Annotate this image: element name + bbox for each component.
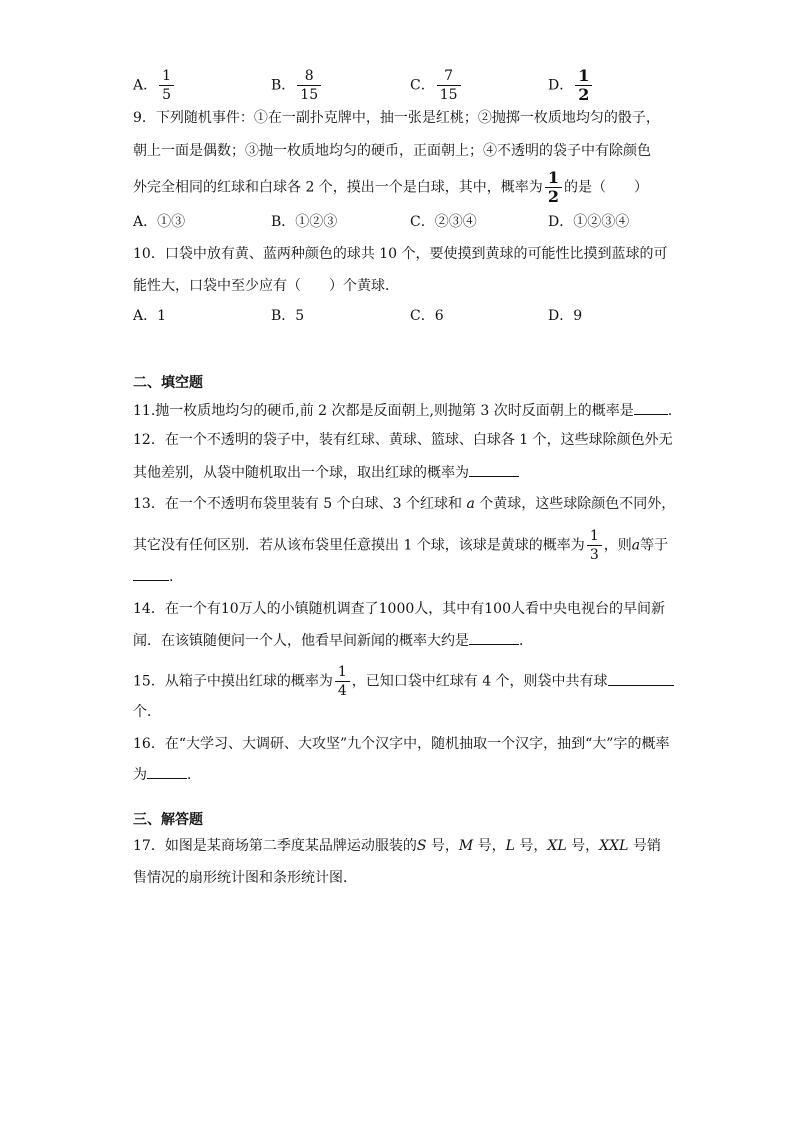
q9-option-c: C．②③④	[410, 214, 477, 230]
fraction: $\frac{7}{15}$	[437, 68, 461, 103]
section-title-fill-in: 二、填空题	[133, 375, 203, 391]
q9-line-1: 9．下列随机事件：①在一副扑克牌中，抽一张是红桃；②抛掷一枚质地均匀的骰子，	[133, 110, 660, 126]
q8-option-d: D． $\frac{1}{2}$	[548, 68, 594, 103]
q10-option-c: C．6	[410, 308, 444, 324]
q11-line: 11.抛一枚质地均匀的硬币,前 2 次都是反面朝上,则抛第 3 次时反面朝上的概率是 .	[133, 400, 672, 421]
answer-blank	[147, 764, 187, 779]
answer-blank	[469, 462, 519, 477]
q16-line-1: 16．在“大学习、大调研、大攻坚”九个汉字中，随机抽取一个汉字，抽到“大”字的概率	[133, 736, 670, 752]
q8-option-c: C． $\frac{7}{15}$	[410, 68, 463, 103]
fraction: $\frac{1}{2}$	[545, 170, 562, 205]
q13-line-3: .	[133, 566, 173, 587]
q17-line-1: 17．如图是某商场第二季度某品牌运动服装的S 号，M 号，L 号，XL 号，XXL 号销	[133, 838, 661, 854]
answer-blank	[133, 566, 169, 581]
section-title-answer: 三、解答题	[133, 812, 203, 828]
q10-option-a: A．1	[133, 308, 167, 324]
fraction: $\frac{1}{2}$	[575, 68, 592, 103]
q15-line-1: 15．从箱子中摸出红球的概率为 $\frac{1}{4}$ ，已知口袋中红球有 4 个，则袋中共有球	[133, 664, 674, 699]
fraction: $\frac{1}{3}$	[587, 528, 602, 563]
q9-line-2: 朝上一面是偶数；③抛一枚质地均匀的硬币，正面朝上；④不透明的袋子中有除颜色	[133, 143, 651, 159]
q9-option-a: A．①③	[133, 214, 186, 230]
q10-option-d: D．9	[548, 308, 583, 324]
fraction: $\frac{8}{15}$	[297, 68, 321, 103]
answer-blank	[608, 671, 674, 686]
q12-line-1: 12．在一个不透明的袋子中，装有红球、黄球、篮球、白球各 1 个，这些球除颜色外无	[133, 432, 673, 448]
q13-line-1: 13．在一个不透明布袋里装有 5 个白球、3 个红球和 a 个黄球，这些球除颜色不同外，	[133, 496, 676, 512]
q10-line-1: 10．口袋中放有黄、蓝两种颜色的球共 10 个，要使摸到黄球的可能性比摸到蓝球的可	[133, 246, 668, 262]
q14-line-1: 14．在一个有10万人的小镇随机调查了1000人，其中有100人看中央电视台的早间新	[133, 601, 665, 617]
answer-blank	[634, 400, 668, 415]
q9-option-b: B．①②③	[271, 214, 338, 230]
q12-line-2: 其他差别，从袋中随机取出一个球，取出红球的概率为	[133, 462, 519, 483]
fraction: $\frac{1}{5}$	[159, 68, 174, 103]
fraction: $\frac{1}{4}$	[335, 664, 350, 699]
q10-option-b: B．5	[271, 308, 305, 324]
q15-line-2: 个．	[133, 704, 161, 720]
answer-blank	[469, 630, 519, 645]
q13-line-2: 其它没有任何区别．若从该布袋里任意摸出 1 个球，该球是黄球的概率为 $\frac{1}{3}$ ，则a等于	[133, 528, 669, 563]
q17-line-2: 售情况的扇形统计图和条形统计图．	[133, 870, 357, 886]
q10-line-2: 能性大，口袋中至少应有（ ）个黄球．	[133, 278, 399, 294]
q9-option-d: D．①②③④	[548, 214, 630, 230]
q8-option-a: A． $\frac{1}{5}$	[133, 68, 176, 103]
q8-option-b: B． $\frac{8}{15}$	[271, 68, 323, 103]
q14-line-2: 闻．在该镇随便问一个人，他看早间新闻的概率大约是 ．	[133, 630, 533, 651]
q16-line-2: 为 ．	[133, 764, 201, 785]
q9-line-3: 外完全相同的红球和白球各 2 个，摸出一个是白球，其中，概率为 $\frac{1}{2}$ 的是（ ）	[133, 168, 648, 206]
